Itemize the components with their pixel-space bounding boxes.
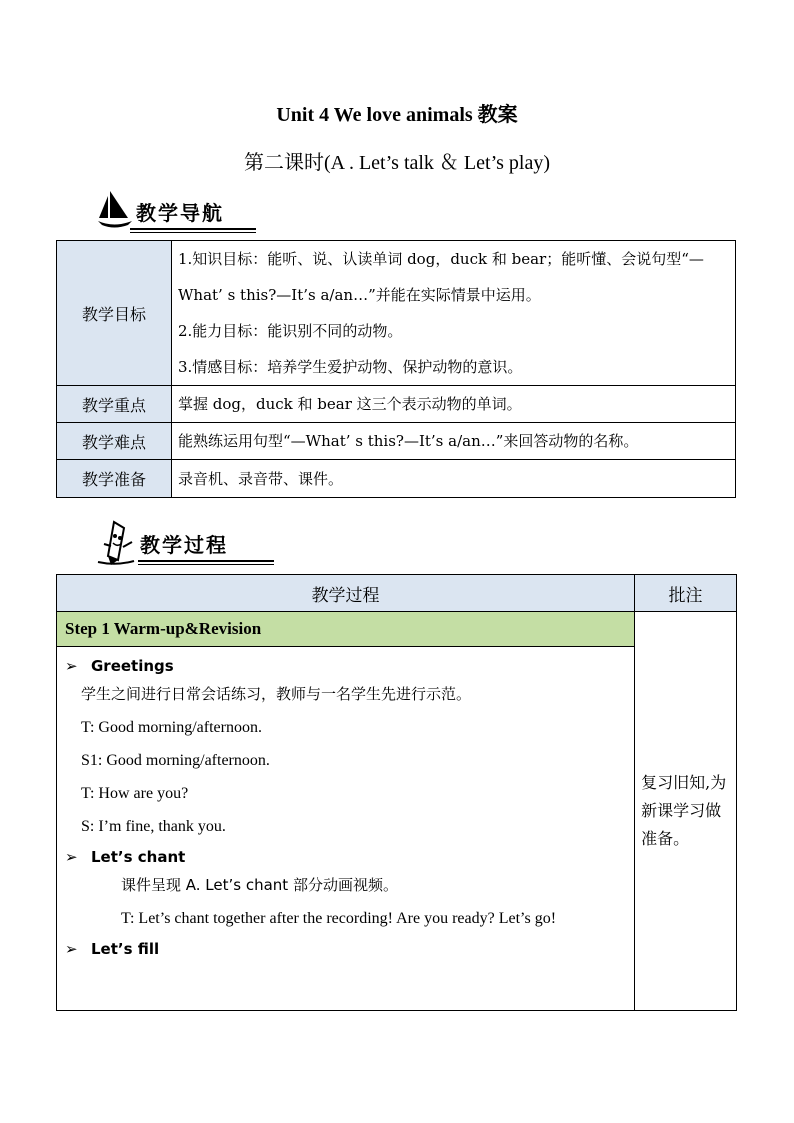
guide-content: 能熟练运用句型“—What’ s this?—It’s a/an…”来回答动物的名称。	[172, 423, 736, 460]
teaching-guide-table	[56, 240, 736, 498]
bullet-chant	[65, 848, 628, 866]
guide-line: 2.能力目标：能识别不同的动物。	[178, 322, 403, 340]
step-note: 复习旧知,为新课学习做准备。	[635, 612, 737, 1011]
guide-label: 教学难点	[57, 423, 172, 460]
guide-line: 1.知识目标：能听、说、认读单词 dog，duck 和 bear；能听懂、会说句型“—What’ s this?—It’s a/an…”并能在实际情景中运用。	[178, 250, 704, 304]
guide-row-preparation	[57, 460, 736, 498]
arrow-bullet-icon: ➢	[65, 657, 78, 675]
guide-row-difficulties	[57, 423, 736, 460]
guide-label: 教学准备	[57, 460, 172, 498]
document-title: Unit 4 We love animals 教案	[276, 104, 518, 126]
bullet-label: Let’s fill	[91, 940, 160, 958]
process-column-header: 教学过程	[57, 575, 635, 612]
heading-underline-thin	[138, 564, 274, 565]
bullet-greetings	[65, 657, 628, 675]
lesson-subtitle: 第二课时(A . Let’s talk ＆ Let’s play)	[243, 152, 551, 174]
guide-content: 掌握 dog，duck 和 bear 这三个表示动物的单词。	[172, 386, 736, 423]
activity-description: 课件呈现 A. Let’s chant 部分动画视频。	[121, 876, 398, 894]
heading-underline	[138, 560, 274, 562]
bullet-label: Greetings	[91, 657, 174, 675]
heading-underline	[130, 228, 256, 230]
arrow-bullet-icon: ➢	[65, 940, 78, 958]
pencil-mascot-icon	[94, 520, 140, 566]
guide-content: 录音机、录音带、课件。	[172, 460, 736, 498]
process-section-title: 教学过程	[140, 533, 228, 557]
teaching-process-table	[56, 574, 737, 1011]
guide-section-heading	[96, 188, 256, 232]
guide-label: 教学重点	[57, 386, 172, 423]
bullet-fill	[65, 940, 628, 958]
step-body	[57, 647, 635, 1011]
dialogue-line: S1: Good morning/afternoon.	[81, 752, 270, 769]
guide-row-keypoints	[57, 386, 736, 423]
guide-label: 教学目标	[57, 241, 172, 386]
bullet-label: Let’s chant	[91, 848, 186, 866]
heading-underline-thin	[130, 232, 256, 233]
notes-column-header: 批注	[635, 575, 737, 612]
dialogue-line: S: I’m fine, thank you.	[81, 818, 226, 835]
guide-content	[172, 241, 736, 386]
dialogue-line: T: Good morning/afternoon.	[81, 719, 262, 736]
guide-row-objectives	[57, 241, 736, 386]
process-section-heading	[94, 520, 274, 564]
sailboat-icon	[96, 188, 136, 230]
arrow-bullet-icon: ➢	[65, 848, 78, 866]
step-row	[57, 612, 737, 647]
process-header-row	[57, 575, 737, 612]
dialogue-line: T: How are you?	[81, 785, 189, 802]
step-title: Step 1 Warm-up&Revision	[57, 612, 635, 647]
teacher-instruction: T: Let’s chant together after the recording! Are you ready? Let’s go!	[121, 910, 557, 927]
guide-section-title: 教学导航	[136, 201, 224, 225]
step-body-row	[57, 647, 737, 1011]
activity-description: 学生之间进行日常会话练习，教师与一名学生先进行示范。	[81, 685, 472, 703]
guide-line: 3.情感目标：培养学生爱护动物、保护动物的意识。	[178, 358, 523, 376]
